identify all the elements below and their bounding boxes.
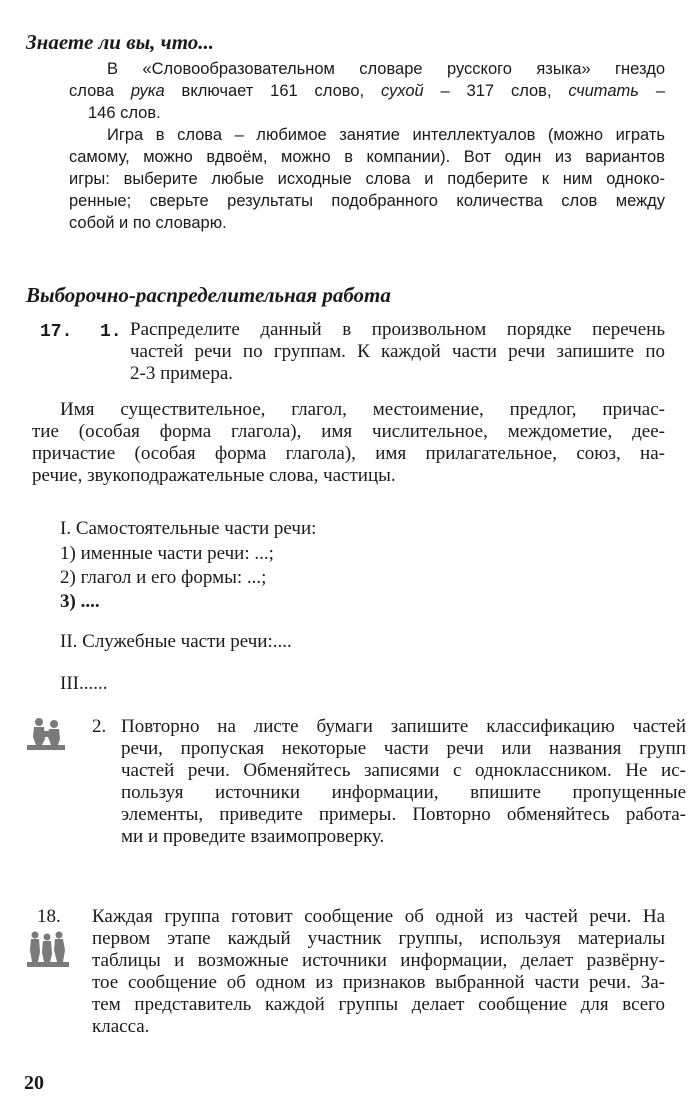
example-word-schitat: считать: [568, 82, 639, 100]
text-fragment: включает 161 слово,: [164, 82, 381, 100]
text-line: В «Словообразовательном словаре русского языка» гнездо: [107, 60, 665, 78]
text-line: класса.: [92, 1016, 150, 1037]
text-line: тем представитель каждой группы делает сообщение для всего: [92, 994, 665, 1015]
text-line: [69, 80, 665, 102]
text-line: самому, можно вдвоём, можно в компании). Вот один из вариантов: [69, 148, 665, 166]
scheme-group-1: I. Самостоятельные части речи:: [60, 518, 317, 539]
scheme-item-3: 3) ....: [60, 591, 100, 612]
parts-of-speech-list: [32, 399, 665, 487]
exercise-number-17: 17.: [40, 322, 73, 342]
text-line: частей речи. Обменяйтесь записями с одноклассником. Не ис-: [121, 760, 686, 781]
exercise-17-task-1: [130, 319, 665, 385]
text-fragment: – 317 слов,: [423, 82, 569, 100]
text-line: речи, пропуская некоторые части речи или названия групп: [121, 738, 686, 759]
example-word-ruka: рука: [130, 82, 165, 100]
exercise-17-task-2: [121, 716, 686, 848]
text-line: тое сообщение об одном из признаков выбранной части речи. За-: [92, 972, 665, 993]
page-number: 20: [24, 1072, 44, 1094]
text-line: ми и проведите взаимопроверку.: [121, 826, 385, 847]
text-line: Повторно на листе бумаги запишите классификацию частей: [121, 716, 686, 737]
text-line: первом этапе каждый участник группы, используя материалы: [92, 928, 665, 949]
text-line: тие (особая форма глагола), имя числительное, междометие, дее-: [32, 421, 665, 442]
text-line: причастие (особая форма глагола), имя прилагательное, союз, на-: [32, 443, 665, 464]
text-line: частей речи по группам. К каждой части речи запишите по: [130, 341, 665, 362]
text-line: Распределите данный в произвольном порядке перечень: [130, 319, 665, 340]
did-you-know-paragraph-2: [69, 124, 665, 234]
text-line: собой и по словарю.: [69, 214, 227, 232]
scheme-group-2: II. Служебные части речи:....: [60, 631, 292, 652]
text-line: элементы, приведите примеры. Повторно обменяйтесь работа-: [121, 804, 686, 825]
text-line: Имя существительное, глагол, местоимение, предлог, причас-: [60, 399, 665, 420]
exercise-18-text: [92, 906, 665, 1038]
scheme-item-2: 2) глагол и его формы: ...;: [60, 567, 267, 588]
text-line: Каждая группа готовит сообщение об одной из частей речи. На: [92, 906, 665, 927]
text-line: игры: выберите любые исходные слова и подберите к ним одноко-: [69, 170, 665, 188]
text-line: 146 слов.: [88, 104, 161, 122]
scheme-item-1: 1) именные части речи: ...;: [60, 543, 274, 564]
text-fragment: слова: [69, 82, 131, 100]
text-line: 2-3 примера.: [130, 363, 234, 384]
task-number-1: 1.: [100, 322, 122, 342]
scheme-group-3: III......: [60, 673, 108, 694]
pair-work-icon: [26, 715, 66, 755]
text-line: пользуя источники информации, впишите пропущенные: [121, 782, 686, 803]
section-heading-selective-work: Выборочно-распределительная работа: [26, 283, 391, 307]
did-you-know-paragraph-1: [69, 58, 665, 124]
text-line: ренные; сверьте результаты подобранного количества слов между: [69, 192, 665, 210]
text-line: речие, звукоподражательные слова, частицы.: [32, 465, 396, 486]
section-heading-did-you-know: Знаете ли вы, что...: [26, 30, 215, 54]
text-fragment: –: [638, 82, 665, 100]
text-line: Игра в слова – любимое занятие интеллектуалов (можно играть: [107, 126, 665, 144]
text-line: таблицы и возможные источники информации, делает развёрну-: [92, 950, 665, 971]
task-number-2: 2.: [92, 716, 107, 737]
exercise-number-18: 18.: [37, 906, 61, 927]
group-work-icon: [26, 928, 70, 970]
example-word-sukhoy: сухой: [380, 82, 424, 100]
